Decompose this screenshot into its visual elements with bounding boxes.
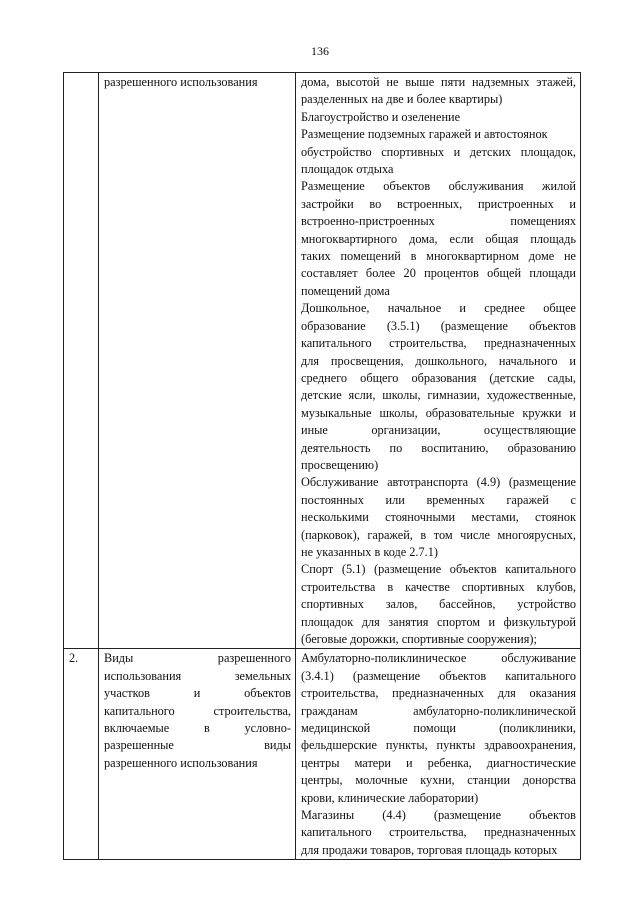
description-cell bbox=[296, 649, 581, 860]
text-line: использования земельных bbox=[104, 668, 291, 683]
text-line: застройки во встроенных, пристроенных и bbox=[301, 196, 576, 211]
text-line: (3.4.1) (размещение объектов капитального bbox=[301, 668, 576, 683]
regulation-table bbox=[63, 72, 581, 860]
text-line: Обслуживание автотранспорта (4.9) (размещение bbox=[301, 475, 576, 490]
text-line: не указанных в коде 2.7.1) bbox=[301, 544, 438, 559]
text-line: разрешенного использования bbox=[104, 755, 258, 770]
text-line: несколькими стояночными местами, стоянок bbox=[301, 510, 576, 525]
text-line: спортивных залов, бассейнов, устройство bbox=[301, 597, 576, 612]
page-number: 136 bbox=[311, 44, 329, 58]
text-line: площадок для занятия спортом и физкультурой bbox=[301, 614, 576, 629]
text-line: обустройство спортивных и детских площадок, bbox=[301, 144, 576, 159]
text-line: образование (3.5.1) (размещение объектов bbox=[301, 318, 576, 333]
text-line: среднего общего образования (детские сады, bbox=[301, 370, 576, 385]
text-line: Виды разрешенного bbox=[104, 651, 291, 666]
text-line: встроенно-пристроенных помещениях bbox=[301, 214, 576, 229]
text-line: капитального строительства, bbox=[104, 703, 291, 718]
text-line: Амбулаторно-поликлиническое обслуживание bbox=[301, 651, 576, 666]
description-cell bbox=[296, 73, 581, 649]
text-line: Размещение объектов обслуживания жилой bbox=[301, 179, 576, 194]
text-line: фельдшерские пункты, пункты здравоохранения, bbox=[301, 738, 576, 753]
text-line: Дошкольное, начальное и среднее общее bbox=[301, 301, 576, 316]
text-line: медицинской помощи (поликлиники, bbox=[301, 721, 576, 736]
text-line: музыкальные школы, образовательные кружки и bbox=[301, 405, 576, 420]
text-line: гражданам амбулаторно-поликлинической bbox=[301, 703, 576, 718]
text-line: разрешенные виды bbox=[104, 738, 291, 753]
category-cell bbox=[99, 649, 296, 860]
text-line: деятельность по воспитанию, образованию bbox=[301, 440, 576, 455]
text-line: разрешенного использования bbox=[104, 75, 258, 89]
table-row bbox=[64, 649, 581, 860]
text-line: помещений дома bbox=[301, 283, 390, 298]
text-line: (парковок), гаражей, в том числе многоярусных, bbox=[301, 527, 576, 542]
row-number-cell bbox=[64, 73, 99, 649]
text-line: разделенных на две и более квартиры) bbox=[301, 92, 503, 107]
text-line: таких помещений в многоквартирном доме не bbox=[301, 249, 576, 264]
text-line: крови, клинические лаборатории) bbox=[301, 790, 479, 805]
text-line: Размещение подземных гаражей и автостоянок bbox=[301, 127, 548, 142]
category-cell bbox=[99, 73, 296, 649]
row-number-cell: 2. bbox=[64, 649, 99, 860]
text-line: участков и объектов bbox=[104, 686, 291, 701]
text-line: строительства в качестве спортивных клубов, bbox=[301, 579, 576, 594]
text-line: Магазины (4.4) (размещение объектов bbox=[301, 808, 576, 823]
text-line: многоквартирного дома, если общая площадь bbox=[301, 231, 576, 246]
text-line: составляет более 20 процентов общей площади bbox=[301, 266, 576, 281]
text-line: (беговые дорожки, спортивные сооружения); bbox=[301, 632, 537, 646]
text-line: строительства, предназначенных для оказания bbox=[301, 686, 576, 701]
table-row bbox=[64, 73, 581, 649]
text-line: капитального строительства, предназначенных bbox=[301, 336, 576, 351]
text-line: для продажи товаров, торговая площадь которых bbox=[301, 842, 558, 857]
text-line: Благоустройство и озеленение bbox=[301, 109, 461, 124]
text-line: иные организации, осуществляющие bbox=[301, 423, 576, 438]
text-line: детские ясли, школы, гимназии, художественные, bbox=[301, 388, 576, 403]
text-line: центры матери и ребенка, диагностические bbox=[301, 755, 576, 770]
text-line: капитального строительства, предназначенных bbox=[301, 825, 576, 840]
text-line: площадок отдыха bbox=[301, 162, 394, 177]
text-line: для просвещения, дошкольного, начального и bbox=[301, 353, 576, 368]
text-line: просвещению) bbox=[301, 457, 379, 472]
text-line: Спорт (5.1) (размещение объектов капитального bbox=[301, 562, 576, 577]
text-line: центры, молочные кухни, станции донорства bbox=[301, 773, 576, 788]
text-line: постоянных или временных гаражей с bbox=[301, 492, 576, 507]
text-line: включаемые в условно- bbox=[104, 721, 291, 736]
text-line: дома, высотой не выше пяти надземных этажей, bbox=[301, 75, 576, 89]
